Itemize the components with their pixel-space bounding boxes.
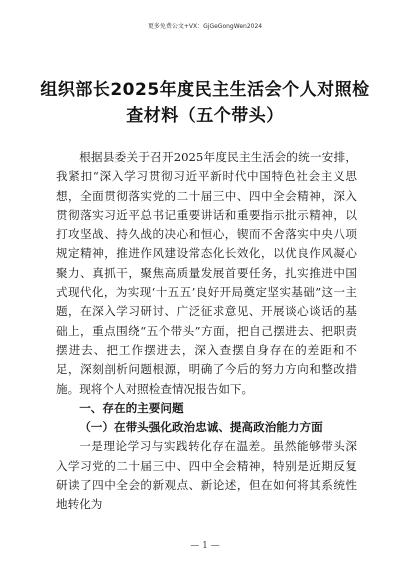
section-heading: 一、存在的主要问题 <box>79 400 184 415</box>
document-body <box>56 148 357 515</box>
page-number: — 1 — <box>190 541 220 551</box>
sub-heading: （一）在带头强化政治忠诚、提高政治能力方面 <box>79 420 323 435</box>
header-note: 更多免费公文+VX：GjGeGongWen2024 <box>147 23 263 30</box>
intro-paragraph: 根据县委关于召开2025年度民主生活会的统一安排，我紧扣“深入学习贯彻习近平新时代中国特色社会主义思想，全面贯彻落实党的二十届三中、四中全会精神，深入贯彻落实习近平总书记重要讲话和重要指示批示精神，以打攻坚战、持久战的决心和恒心，锲而不舍落实中央八项规定精神，推进作风建设常态化长效化，以优良作风凝心聚力、真抓干，聚焦高质量发展首要任务，扎实推进中国式现代化，为实现‘十五五’良好开局奠定坚实基础”这一主题，在深入学习研讨、广泛征求意见、开展谈心谈话的基础上，重点围绕“五个带头”方面，把自己摆进去、把职责摆进去、把工作摆进去，深入查摆自身存在的差距和不足，深刻剖析问题根源，明确了今后的努力方向和整改措施。现将个人对照检查情况报告如下。 <box>56 150 357 396</box>
body-paragraph: 一是理论学习与实践转化存在温差。虽然能够带头深入学习党的二十届三中、四中全会精神，特别是近期反复研读了四中全会的新观点、新论述，但在如何将其系统性地转化为 <box>56 439 357 512</box>
document-title: 组织部长2025年度民主生活会个人对照检查材料（五个带头） <box>40 80 370 126</box>
